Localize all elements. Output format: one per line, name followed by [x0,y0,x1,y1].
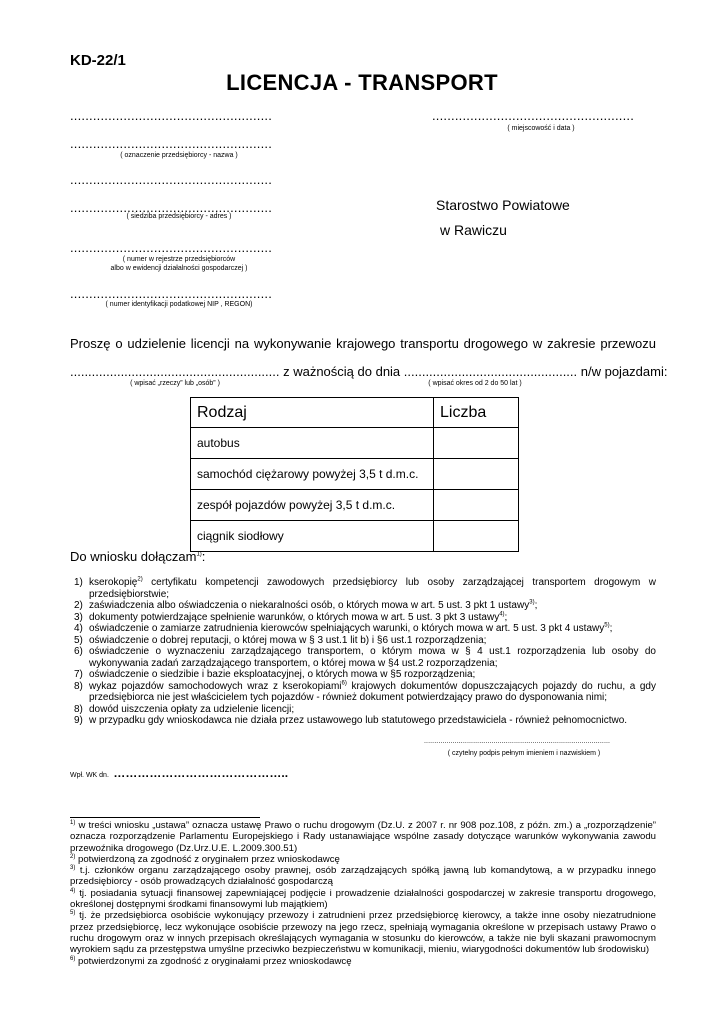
item-number: 5) [74,634,83,646]
footnote-marker: 3) [70,865,76,871]
address-field[interactable]: ..................................................... [70,200,273,215]
receipt-label: Wpł. WK dn. [70,772,109,779]
footnote-marker: 1) [70,819,76,826]
column-header-type: Rodzaj [191,398,434,428]
item-text-cont: ; [609,623,613,634]
item-text-cont: ; [534,600,538,611]
footnote-marker: 2) [70,853,76,860]
page-title: LICENCJA - TRANSPORT [226,70,498,95]
item-text: oświadczenie o siedzibie i bazie eksploatacyjnej, o których mowa w §5 rozporządzenia; [89,669,476,680]
footnote-separator [70,817,260,818]
item-text: dokumenty potwierdzające spełnienie warunków, o których mowa w art. 5 ust. 3 pkt 3 ustawy [89,611,500,623]
list-item [70,715,656,727]
table-row [191,490,519,521]
vehicle-type-cell: ciągnik siodłowy [191,521,434,552]
vehicle-count-cell[interactable] [434,490,519,521]
table-header-row [191,398,519,428]
table-row [191,428,519,459]
item-number: 2) [74,600,83,611]
footnote-ref: 2) [137,576,143,583]
item-text-cont: certyfikatu kompetencji zawodowych przedsiębiorcy lub osoby zarządzającej transportem drogowym w przedsiębiorstwie; [89,577,656,600]
item-text: w przypadku gdy wnioskodawca nie działa przez ustawowego lub statutowego przedstawiciela - również pełnomocnictwo. [89,715,628,726]
item-text-cont: ; [504,611,508,623]
item-text: wykaz pojazdów samochodowych wraz z kserokopiami [89,680,342,692]
footnote-text: potwierdzoną za zgodność z oryginałem przez wnioskodawcę [75,853,340,865]
item-text-cont: krajowych dokumentów dopuszczających pojazdy do ruchu, a gdy przedsiębiorca nie jest właścicielem tych pojazdów - również dokument potwierdzający prawo do dysponowania nimi; [89,680,656,703]
company-name-field-2[interactable]: ..................................................... [70,172,273,187]
company-name-field[interactable]: ..................................................... [70,136,273,151]
item-text: oświadczenie o dobrej reputacji, o której mowa w § 3 ust.1 lit b) i §6 ust.1 rozporządzenia; [89,634,487,646]
footnote-1 [70,820,656,854]
list-item [70,669,656,681]
item-text: oświadczenie o wyznaczeniu zarządzającego transportem, o którym mowa w § 4 ust.1 rozporządzenia lub osoby do wykonywania zadań zarządzającego transportem, o której mowa w §4 ust.2 rozporządzenia; [89,646,656,669]
vehicle-type-cell: zespół pojazdów powyżej 3,5 t d.m.c. [191,490,434,521]
footnote-5 [70,910,656,955]
validity-caption: ( wpisać okres od 2 do 50 lat ) [428,380,522,387]
footnote-ref: 1) [196,551,202,558]
request-text-line-2[interactable]: .......................................................... z ważnością do dnia ................................................ n/w pojazdami: [70,364,668,379]
transport-type-caption: ( wpisać „rzeczy” lub „osób” ) [130,380,220,387]
list-item [70,635,656,647]
vehicle-count-cell[interactable] [434,459,519,490]
receipt-date-field[interactable]: …………………………………….. [113,766,289,780]
item-text: oświadczenie o zamiarze zatrudnienia kierowców spełniających warunki, o których mowa w art. 5 ust. 3 pkt 4 ustawy [89,623,605,634]
vehicle-type-cell: samochód ciężarowy powyżej 3,5 t d.m.c. [191,459,434,490]
footnote-marker: 4) [70,887,76,894]
footnote-6 [70,956,656,967]
list-item [70,600,656,612]
list-item [70,681,656,704]
signature-caption: ( czytelny podpis pełnym imieniem i nazwiskiem ) [447,750,601,757]
item-number: 8) [74,680,83,692]
footnote-text: w treści wniosku „ustawa” oznacza ustawę Prawo o ruchu drogowym (Dz.U. z 2007 r. nr 908 poz.108, z późn. zm.) a „rozporządzenie” oznacza rozporządzenie Parlamentu Europejskiego i Rady ustanawiające wspólne zasady dotyczące warunków wykonywania zawodu przewoźnika drogowego (Dz.Urz.U.E. L.2009.300.51) [70,820,656,854]
applicant-line-1[interactable]: ..................................................... [70,108,273,123]
company-name-caption: ( oznaczenie przedsiębiorcy - nazwa ) [120,152,238,159]
table-row [191,521,519,552]
register-caption-2: albo w ewidencji działalności gospodarczej ) [110,265,248,272]
vehicle-count-cell[interactable] [434,428,519,459]
footnote-marker: 5) [70,910,76,917]
list-item [70,646,656,669]
request-text-line-1: Proszę o udzielenie licencji na wykonywanie krajowego transportu drogowego w zakresie przewozu [70,336,656,351]
register-number-field[interactable]: ..................................................... [70,240,273,255]
footnote-text: tj. że przedsiębiorca osobiście wykonujący przewozy i zatrudnieni przez przedsiębiorcę kierowcy, a także inne osoby niezatrudnione przez przedsiębiorcę, lecz wykonujące osobiście przewozy na jego rzecz, spełniają wymagania określone w przepisach ustawy Prawo o ruchu drogowym oraz w innych przepisach określających wymagania w stosunku do kierowców, a także nie byli skazani prawomocnym wyrokiem sądu za przestępstwa umyślne przeciwko bezpieczeństwu w komunikacji, mieniu, wiarygodności dokumentów lub środowisku) [70,910,656,956]
item-number: 9) [74,715,83,726]
footnote-ref: 3) [529,599,535,606]
item-text: kserokopię [89,577,138,588]
footnote-ref: 4) [499,611,505,618]
footnote-text: tj. posiadania sytuacji finansowej zapewniającej podjęcie i prowadzenie działalności gospodarczej w zakresie transportu drogowego, określonej dostępnymi środkami finansowymi lub majątkiem) [70,887,656,911]
footnotes [70,820,656,967]
place-date-caption: ( miejscowość i data ) [507,125,575,132]
place-date-field[interactable]: ..................................................... [432,108,635,123]
footnote-4 [70,888,656,911]
item-number: 7) [74,669,83,680]
item-text: dowód uiszczenia opłaty za udzielenie licencji; [89,703,295,715]
item-number: 4) [74,623,83,634]
attachments-list [70,577,656,727]
column-header-count: Liczba [434,398,519,428]
recipient-office: Starostwo Powiatowe [436,197,570,213]
nip-regon-field[interactable]: ..................................................... [70,286,273,301]
footnote-ref: 5) [604,622,610,629]
list-item [70,623,656,635]
footnote-text: potwierdzonymi za zgodność z oryginałami przez wnioskodawcę [75,955,352,967]
recipient-location: w Rawiczu [440,222,507,238]
item-number: 3) [74,611,83,623]
footnote-ref: 6) [341,680,347,687]
attachments-heading: Do wniosku dołączam$^{1)}$: [70,549,206,564]
vehicle-count-cell[interactable] [434,521,519,552]
footnote-text: t.j. członków organu zarządzającego osoby prawnej, osób zarządzających spółką jawną lub komandytową, a w przypadku innego przedsiębiorcy - osób prowadzących działalność gospodarczą [70,865,656,888]
table-row [191,459,519,490]
item-number: 6) [74,646,83,657]
address-caption: ( siedziba przedsiębiorcy - adres ) [126,213,232,220]
nip-regon-caption: ( numer identyfikacji podatkowej NIP , REGON) [105,301,253,308]
list-item [70,577,656,600]
item-number: 8) [74,703,83,715]
footnote-3 [70,865,656,888]
item-number: 1) [74,577,83,588]
vehicle-type-cell: autobus [191,428,434,459]
attachments-heading-text: Do wniosku dołączam [70,549,197,564]
list-item [70,612,656,624]
signature-field[interactable]: ........................................................................................... [424,738,611,745]
list-item [70,704,656,716]
register-caption-1: ( numer w rejestrze przedsiębiorców [122,256,236,263]
footnote-marker: 6) [70,955,76,962]
item-text: zaświadczenia albo oświadczenia o niekaralności osób, o których mowa w art. 5 ust. 3 pkt 1 ustawy [89,600,530,611]
form-code: KD-22/1 [70,52,126,69]
receipt-line [70,764,288,782]
footnote-2 [70,854,656,865]
vehicles-table [190,397,519,552]
